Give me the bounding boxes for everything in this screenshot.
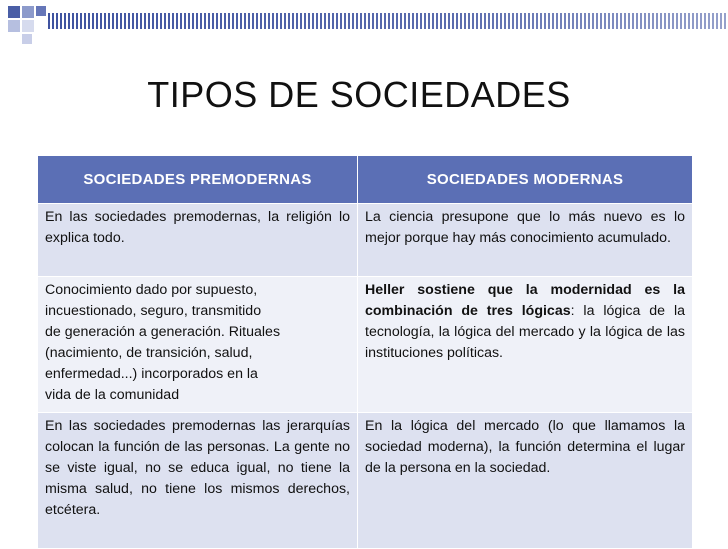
cell-line: enfermedad...) incorporados en la xyxy=(45,366,258,382)
cell-line: (nacimiento, de transición, salud, xyxy=(45,345,253,361)
table-row xyxy=(38,277,693,413)
decorative-top-bar xyxy=(48,13,728,29)
cell-line: vida de la comunidad xyxy=(45,387,180,403)
decorative-square xyxy=(22,20,34,32)
decorative-square xyxy=(22,6,34,18)
cell-modern: La ciencia presupone que lo más nuevo es lo mejor porque hay más conocimiento acumulado. xyxy=(358,204,693,277)
decorative-square xyxy=(36,6,46,16)
header-modern: SOCIEDADES MODERNAS xyxy=(358,156,693,204)
cell-premodern: En las sociedades premodernas, la religión lo explica todo. xyxy=(38,204,358,277)
cell-text: : la lógica de la tecnología, la lógica del mercado y la lógica de las instituciones políticas. xyxy=(365,303,685,361)
table-row xyxy=(38,413,693,549)
cell-line: incuestionado, seguro, transmitido xyxy=(45,303,262,319)
cell-line: Conocimiento dado por supuesto, xyxy=(45,282,258,298)
decorative-square xyxy=(8,20,20,32)
decorative-square xyxy=(22,34,32,44)
table-header-row xyxy=(38,156,693,204)
cell-bold-text: Heller sostiene que la modernidad es la combinación de tres lógicas xyxy=(365,282,685,319)
slide-title: TIPOS DE SOCIEDADES xyxy=(147,74,571,115)
cell-line: de generación a generación. Rituales xyxy=(45,324,281,340)
cell-modern xyxy=(358,277,693,413)
comparison-table xyxy=(37,155,693,549)
table-row xyxy=(38,204,693,277)
cell-premodern: En las sociedades premodernas las jerarquías colocan la función de las personas. La gente no se viste igual, no se educa igual, no tiene la misma salud, no tiene los mismos derechos, etcétera. xyxy=(38,413,358,549)
header-premodern: SOCIEDADES PREMODERNAS xyxy=(38,156,358,204)
cell-premodern xyxy=(38,277,358,413)
decorative-square xyxy=(8,6,20,18)
cell-modern: En la lógica del mercado (lo que llamamos la sociedad moderna), la función determina el lugar de la persona en la sociedad. xyxy=(358,413,693,549)
